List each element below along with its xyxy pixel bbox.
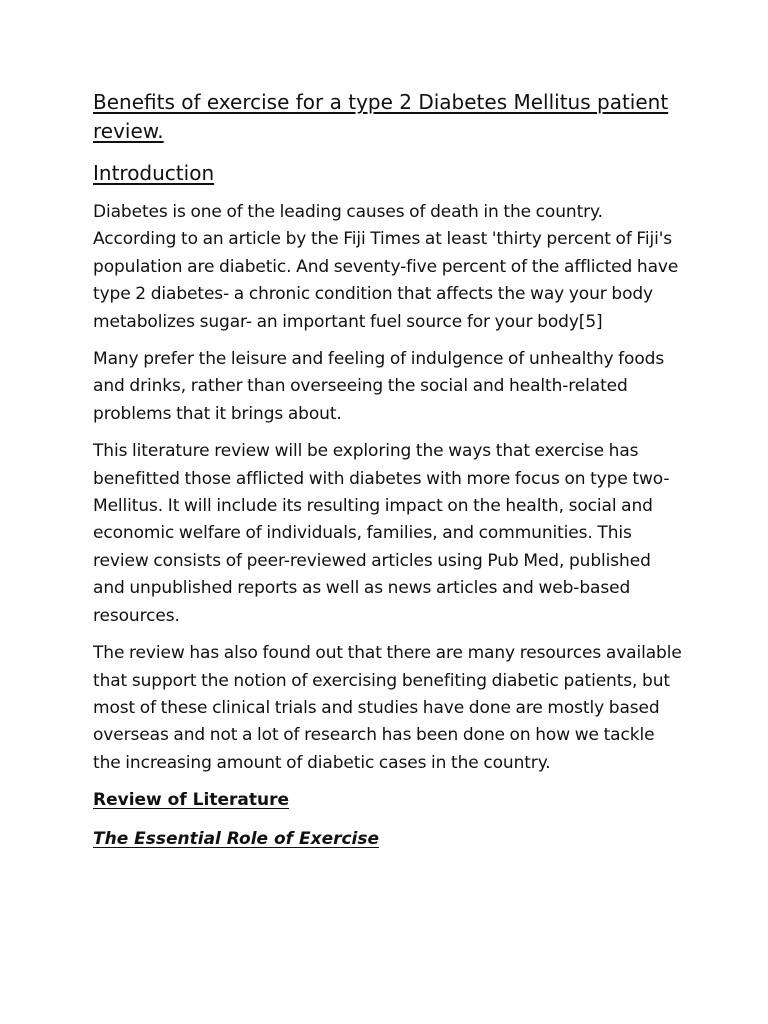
paragraph: This literature review will be exploring the ways that exercise has benefitted those afflicted with diabetes with more focus on type two-Mellitus. It will include its resulting impact on the health, social and economic welfare of individuals, families, and communities. This review consists of peer-reviewed articles using Pub Med, published and unpublished reports as well as news articles and web-based resources.	[93, 441, 670, 626]
document-title: Benefits of exercise for a type 2 Diabetes Mellitus patient review.	[93, 90, 669, 143]
paragraph: Many prefer the leisure and feeling of indulgence of unhealthy foods and drinks, rather than overseeing the social and health-related problems that it brings about.	[93, 349, 665, 424]
essential-role-of-exercise-heading: The Essential Role of Exercise	[93, 829, 380, 850]
document-page	[93, 88, 683, 865]
paragraph: The review has also found out that there are many resources available that support the notion of exercising benefiting diabetic patients, but most of these clinical trials and studies have done are mostly based overseas and not a lot of research has been done on how we tackle the increasing amount of diabetic cases in the country.	[93, 643, 682, 773]
review-of-literature-heading: Review of Literature	[93, 790, 289, 811]
paragraph: Diabetes is one of the leading causes of death in the country. According to an article by the Fiji Times at least 'thirty percent of Fiji's population are diabetic. And seventy-five percent of the afflicted have type 2 diabetes- a chronic condition that affects the way your body metabolizes sugar- an important fuel source for your body[5]	[93, 202, 679, 332]
introduction-heading: Introduction	[93, 161, 215, 185]
